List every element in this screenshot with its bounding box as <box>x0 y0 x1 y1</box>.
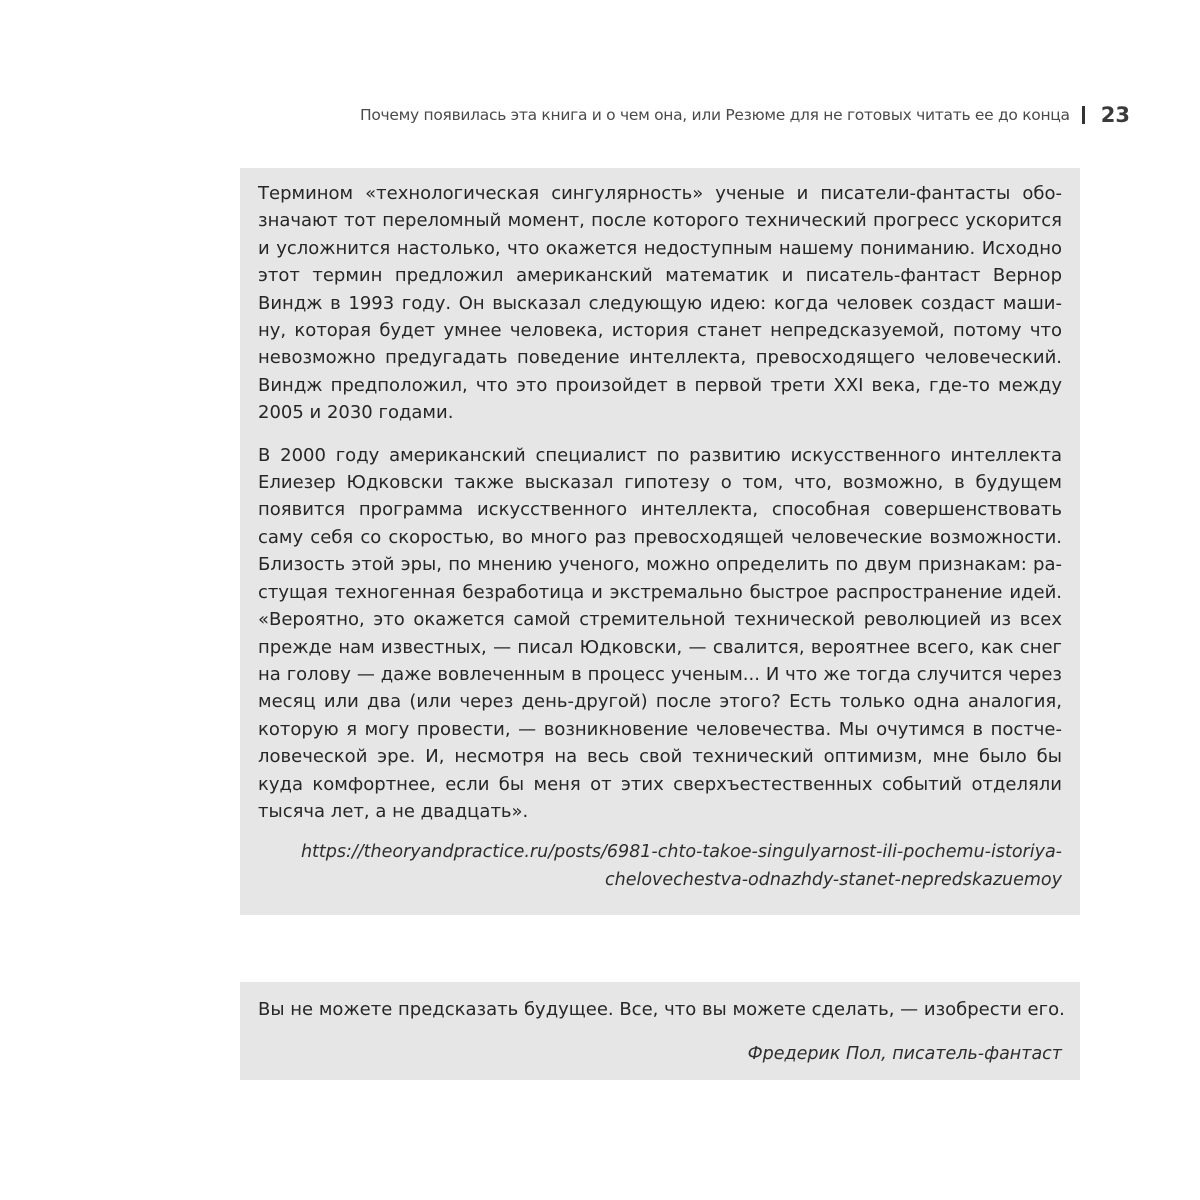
quote-attribution: Фредерик Пол, писатель-фантаст <box>747 1044 1062 1064</box>
quote-box <box>240 982 1080 1080</box>
singularity-sidebar-box <box>240 168 1080 915</box>
source-url: https://theoryandpractice.ru/posts/6981-chto-takoe-singulyarnost-ili-pochemu-istoriya- chelovechestva-odnazhdy-stanet-nepredskazuemoy <box>300 842 1062 890</box>
epigraph-quote: Вы не можете предсказать будущее. Все, что вы можете сделать, — изобрести его. <box>258 999 1065 1020</box>
sidebar-paragraph-2: В 2000 году американский специалист по развитию искусственного интеллекта Елиезер Юдковски также высказал гипотезу о том, что, возможно, в будущем появится программа искусственного интеллекта, способная совершенствовать саму себя со скоростью, во много раз превосходящей человеческие возможности. Близость этой эры, по мнению ученого, можно определить по двум признакам: растущая техногенная безработица и экстремально быстрое распространение идей. «Вероятно, это окажется самой стремительной технической революцией из всех прежде нам известных, — писал Юдковски, — свалится, вероятнее всего, как снег на голову — даже вовлеченным в процесс ученым... И что же тогда случится через месяц или два (или через день-другой) после этого? Есть только одна аналогия, которую я могу провести, — возникновение человечества. Мы очутимся в постчеловеческой эре. И, несмотря на весь свой технический оптимизм, мне было бы куда комфортнее, если бы меня от этих сверхъестественных событий отделяли тысяча лет, а не двадцать». <box>258 444 1062 822</box>
header-separator <box>1082 106 1085 124</box>
page-number: 23 <box>1100 103 1130 127</box>
running-header-title: Почему появилась эта книга и о чем она, или Резюме для не готовых читать ее до конца <box>360 106 1070 124</box>
running-header <box>240 103 1130 127</box>
sidebar-paragraph-1: Термином «технологическая сингулярность» ученые и писатели-фантасты обозначают тот переломный момент, после которого технический прогресс ускорится и усложнится настолько, что окажется недоступным нашему пониманию. Исходно этот термин предложил американский математик и писатель-фантаст Вернор Виндж в 1993 году. Он высказал следующую идею: когда человек создаст машину, которая будет умнее человека, история станет непредсказуемой, потому что невозможно предугадать поведение интеллекта, превосходящего человеческий. Виндж предположил, что это произойдет в первой трети XXI века, где-то между 2005 и 2030 годами. <box>258 183 1062 424</box>
